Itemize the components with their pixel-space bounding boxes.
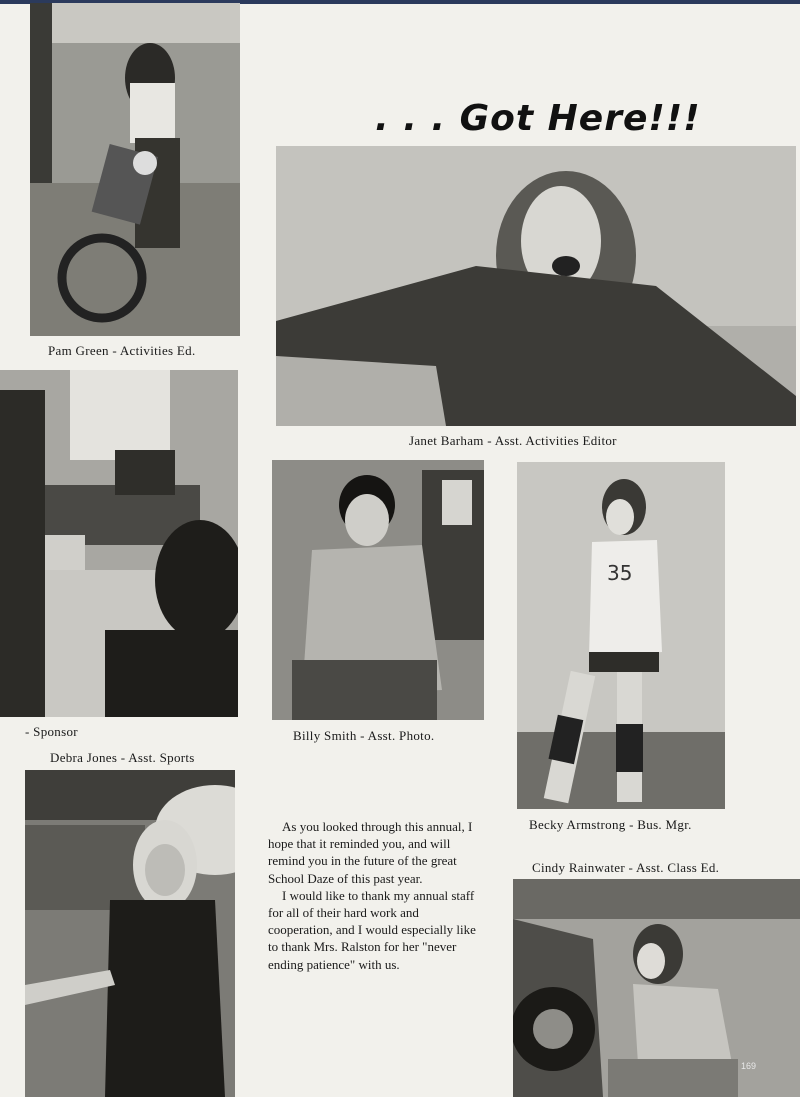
- photo-debra-jones: [25, 770, 235, 1097]
- photo-janet-barham: [276, 146, 796, 426]
- caption-sponsor: - Sponsor: [25, 724, 78, 739]
- photo-cindy-rainwater: [513, 879, 800, 1097]
- caption-debra-jones: Debra Jones - Asst. Sports: [50, 750, 195, 765]
- photo-becky-armstrong: [517, 462, 725, 809]
- photo-billy-smith: [272, 460, 484, 720]
- page-headline: . . . Got Here!!!: [375, 98, 701, 139]
- photo-sponsor-office: [0, 370, 238, 717]
- caption-janet-barham: Janet Barham - Asst. Activities Editor: [409, 433, 617, 448]
- caption-cindy-rainwater: Cindy Rainwater - Asst. Class Ed.: [532, 860, 720, 875]
- closing-paragraph-2: I would like to thank my annual staff for all of their hard work and cooperation, and I would especially like to thank Mrs. Ralston for her "never ending patience" with us.: [268, 887, 476, 972]
- closing-paragraph-1: As you looked through this annual, I hope that it reminded you, and will remind you in the future of the great School Daze of this past year.: [268, 819, 473, 886]
- photo-pam-green-motorbike: [30, 3, 240, 336]
- jersey-number: 35: [607, 561, 633, 585]
- page-number: 169: [741, 1061, 757, 1071]
- caption-becky-armstrong: Becky Armstrong - Bus. Mgr.: [529, 817, 692, 832]
- closing-message: [268, 818, 480, 973]
- caption-billy-smith: Billy Smith - Asst. Photo.: [293, 728, 435, 743]
- caption-pam-green: Pam Green - Activities Ed.: [48, 343, 196, 358]
